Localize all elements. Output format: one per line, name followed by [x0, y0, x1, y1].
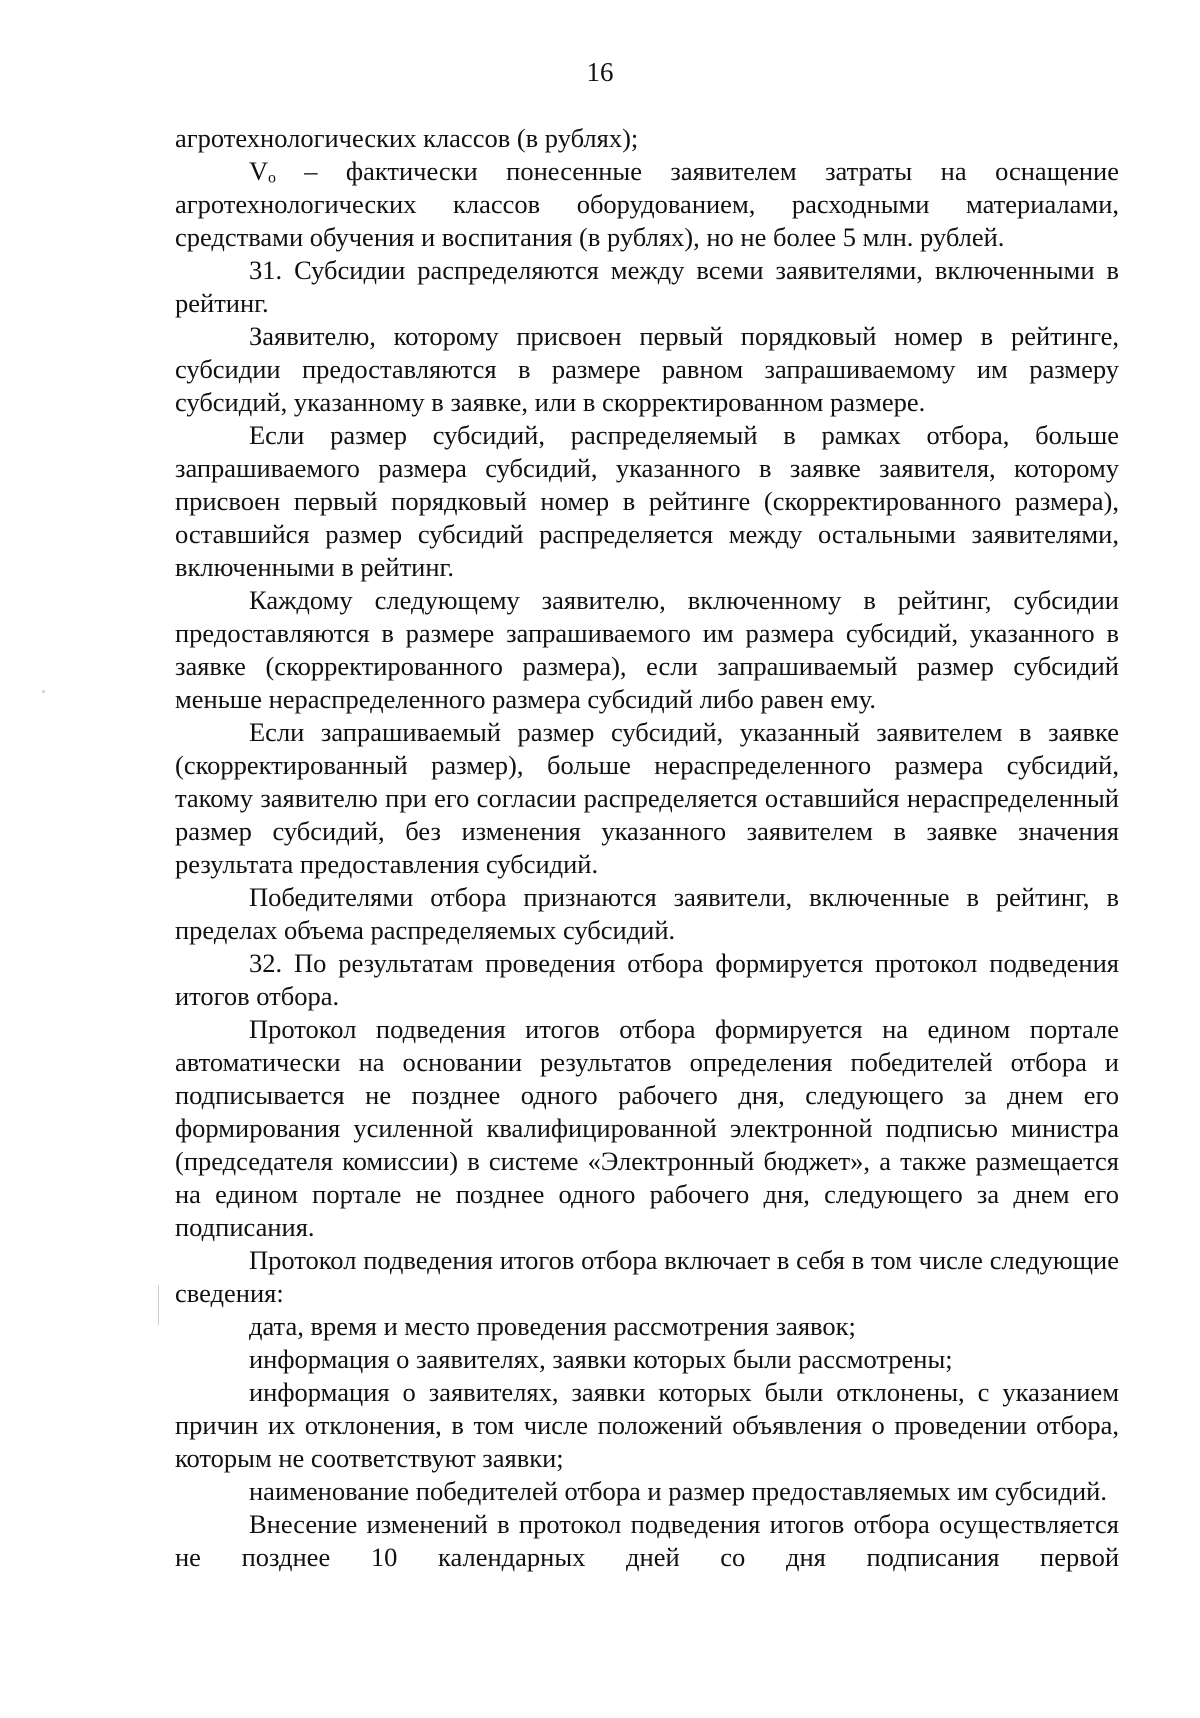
paragraph: Заявителю, которому присвоен первый порядковый номер в рейтинге, субсидии предоставляются в размере равном запрашиваемому им размеру субсидий, указанному в заявке, или в скорректированном размере. — [175, 321, 1119, 417]
paragraph: Каждому следующему заявителю, включенному в рейтинг, субсидии предоставляются в размере запрашиваемого им размера субсидий, указанного в заявке (скорректированного размера), если запрашиваемый размер субсидий меньше нераспределенного размера субсидий либо равен ему. — [175, 585, 1119, 714]
paragraph: 32. По результатам проведения отбора формируется протокол подведения итогов отбора. — [175, 948, 1119, 1011]
page-number: 16 — [586, 57, 614, 87]
paragraph: Протокол подведения итогов отбора включает в себя в том числе следующие сведения: — [175, 1245, 1119, 1308]
paragraph: Если размер субсидий, распределяемый в рамках отбора, больше запрашиваемого размера субсидий, указанного в заявке заявителя, которому присвоен первый порядковый номер в рейтинге (скорректированного размера), оставшийся размер субсидий распределяется между остальными заявителями, включенными в рейтинг. — [175, 420, 1119, 582]
body-text — [175, 122, 1119, 1574]
paragraph: Если запрашиваемый размер субсидий, указанный заявителем в заявке (скорректированный размер), больше нераспределенного размера субсидий, такому заявителю при его согласии распределяется оставшийся нераспределенный размер субсидий, без изменения указанного заявителем в заявке значения результата предоставления субсидий. — [175, 717, 1119, 879]
paragraph: Протокол подведения итогов отбора формируется на едином портале автоматически на основании результатов определения победителей отбора и подписывается не позднее одного рабочего дня, следующего за днем его формирования усиленной квалифицированной электронной подписью министра (председателя комиссии) в системе «Электронный бюджет», а также размещается на едином портале не позднее одного рабочего дня, следующего за днем его подписания. — [175, 1014, 1119, 1242]
paragraph: агротехнологических классов (в рублях); — [175, 123, 639, 153]
paragraph: Внесение изменений в протокол подведения итогов отбора осуществляется не позднее 10 календарных дней со дня подписания первой — [175, 1509, 1119, 1572]
scan-artifact-line — [158, 1285, 159, 1325]
paragraph: Победителями отбора признаются заявители, включенные в рейтинг, в пределах объема распределяемых субсидий. — [175, 882, 1119, 945]
paragraph: 31. Субсидии распределяются между всеми заявителями, включенными в рейтинг. — [175, 255, 1119, 318]
paragraph: Vₒ – фактически понесенные заявителем затраты на оснащение агротехнологических классов оборудованием, расходными материалами, средствами обучения и воспитания (в рублях), но не более 5 млн. рублей. — [175, 156, 1119, 252]
scan-artifact-dot — [42, 690, 45, 693]
paragraph: наименование победителей отбора и размер предоставляемых им субсидий. — [249, 1476, 1107, 1506]
paragraph: дата, время и место проведения рассмотрения заявок; — [249, 1311, 856, 1341]
paragraph: информация о заявителях, заявки которых были отклонены, с указанием причин их отклонения, в том числе положений объявления о проведении отбора, которым не соответствуют заявки; — [175, 1377, 1119, 1473]
paragraph: информация о заявителях, заявки которых были рассмотрены; — [249, 1344, 953, 1374]
